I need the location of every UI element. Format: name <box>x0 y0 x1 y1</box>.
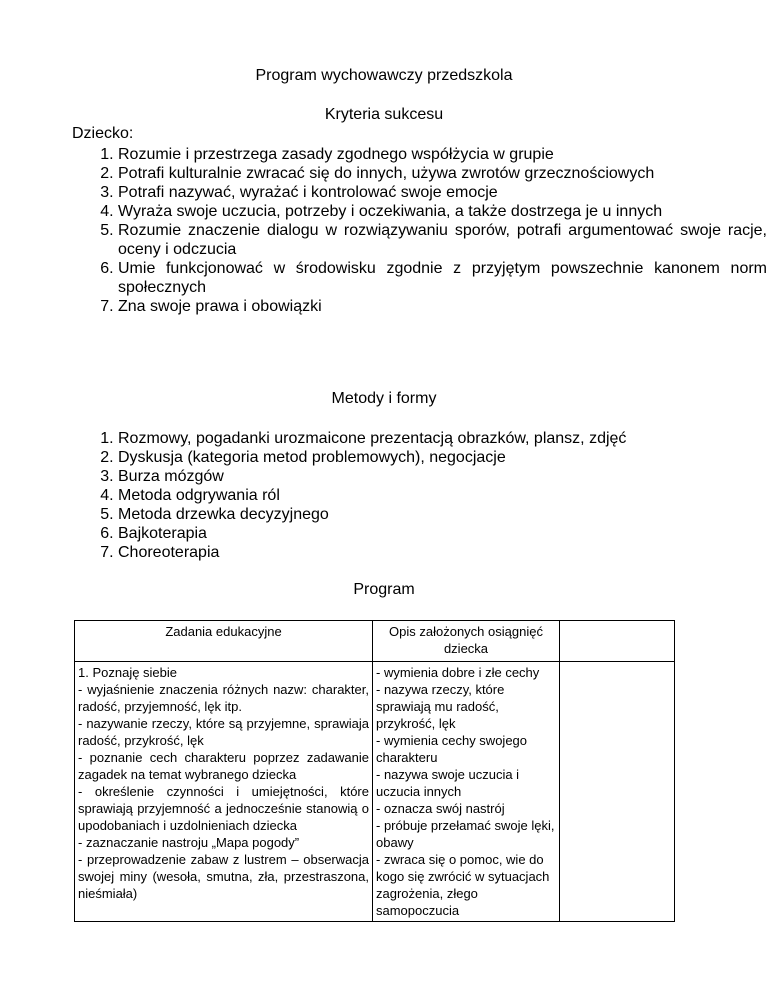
list-item: 4. Metoda odgrywania ról <box>118 486 767 505</box>
empty-cell <box>560 662 675 922</box>
header-cell <box>560 621 675 662</box>
list-item: 2. Potrafi kulturalnie zwracać się do innych, używa zwrotów grzecznościowych <box>118 164 767 183</box>
list-item: 7. Zna swoje prawa i obowiązki <box>118 297 767 316</box>
cell-line: - oznacza swój nastrój <box>376 801 505 816</box>
document-title: Program wychowawczy przedszkola <box>255 67 513 84</box>
list-item: 5. Rozumie znaczenie dialogu w rozwiązywaniu sporów, potrafi argumentować swoje racje, oceny i odczucia <box>118 221 767 259</box>
cell-line: - zwraca się o pomoc, wie do kogo się zwrócić w sytuacjach zagrożenia, złego samopoczucia <box>376 852 550 918</box>
program-heading: Program <box>353 581 415 598</box>
criteria-list <box>72 145 767 316</box>
cell-line: - określenie czynności i umiejętności, które sprawiają przyjemność a jednocześnie stanowią o upodobaniach i uzdolnieniach dziecka <box>78 784 369 833</box>
cell-line: - nazywa rzeczy, które sprawiają mu radość, przykrość, lęk <box>376 682 505 731</box>
methods-heading: Metody i formy <box>331 390 437 407</box>
table-row <box>75 662 675 922</box>
cell-line: - nazywanie rzeczy, które są przyjemne, sprawiaja radość, przykrość, lęk <box>78 716 369 748</box>
header-cell: Opis założonych osiągnięć dziecka <box>373 621 560 662</box>
table-header-row <box>75 621 675 662</box>
program-table <box>74 620 675 922</box>
methods-list <box>72 429 767 562</box>
criteria-heading: Kryteria sukcesu <box>324 106 444 123</box>
tasks-cell <box>75 662 373 922</box>
cell-line: - przeprowadzenie zabaw z lustrem – obserwacja swojej miny (wesoła, smutna, zła, przestraszona, nieśmiała) <box>78 852 369 901</box>
header-cell: Zadania edukacyjne <box>75 621 373 662</box>
cell-line: - wymienia cechy swojego charakteru <box>376 733 528 765</box>
list-item: 1. Rozmowy, pogadanki urozmaicone prezentacją obrazków, plansz, zdjęć <box>118 429 767 448</box>
cell-line: 1. Poznaję siebie <box>78 665 178 680</box>
list-item: 2. Dyskusja (kategoria metod problemowych), negocjacje <box>118 448 767 467</box>
cell-line: - nazywa swoje uczucia i uczucia innych <box>376 767 520 799</box>
list-item: 6. Umie funkcjonować w środowisku zgodnie z przyjętym powszechnie kanonem norm społecznych <box>118 259 767 297</box>
list-item: 6. Bajkoterapia <box>118 524 767 543</box>
cell-line: - wyjaśnienie znaczenia różnych nazw: charakter, radość, przyjemność, lęk itp. <box>78 682 369 714</box>
outcomes-cell <box>373 662 560 922</box>
list-item: 3. Potrafi nazywać, wyrażać i kontrolować swoje emocje <box>118 183 767 202</box>
list-item: 3. Burza mózgów <box>118 467 767 486</box>
list-item: 4. Wyraża swoje uczucia, potrzeby i oczekiwania, a także dostrzega je u innych <box>118 202 767 221</box>
list-item: 7. Choreoterapia <box>118 543 767 562</box>
cell-line: - wymienia dobre i złe cechy <box>376 665 540 680</box>
list-item: 5. Metoda drzewka decyzyjnego <box>118 505 767 524</box>
cell-line: - próbuje przełamać swoje lęki, obawy <box>376 818 555 850</box>
cell-line: - poznanie cech charakteru poprzez zadawanie zagadek na temat wybranego dziecka <box>78 750 369 782</box>
child-label: Dziecko: <box>72 125 134 142</box>
list-item: 1. Rozumie i przestrzega zasady zgodnego współżycia w grupie <box>118 145 767 164</box>
cell-line: - zaznaczanie nastroju „Mapa pogody” <box>78 835 300 850</box>
